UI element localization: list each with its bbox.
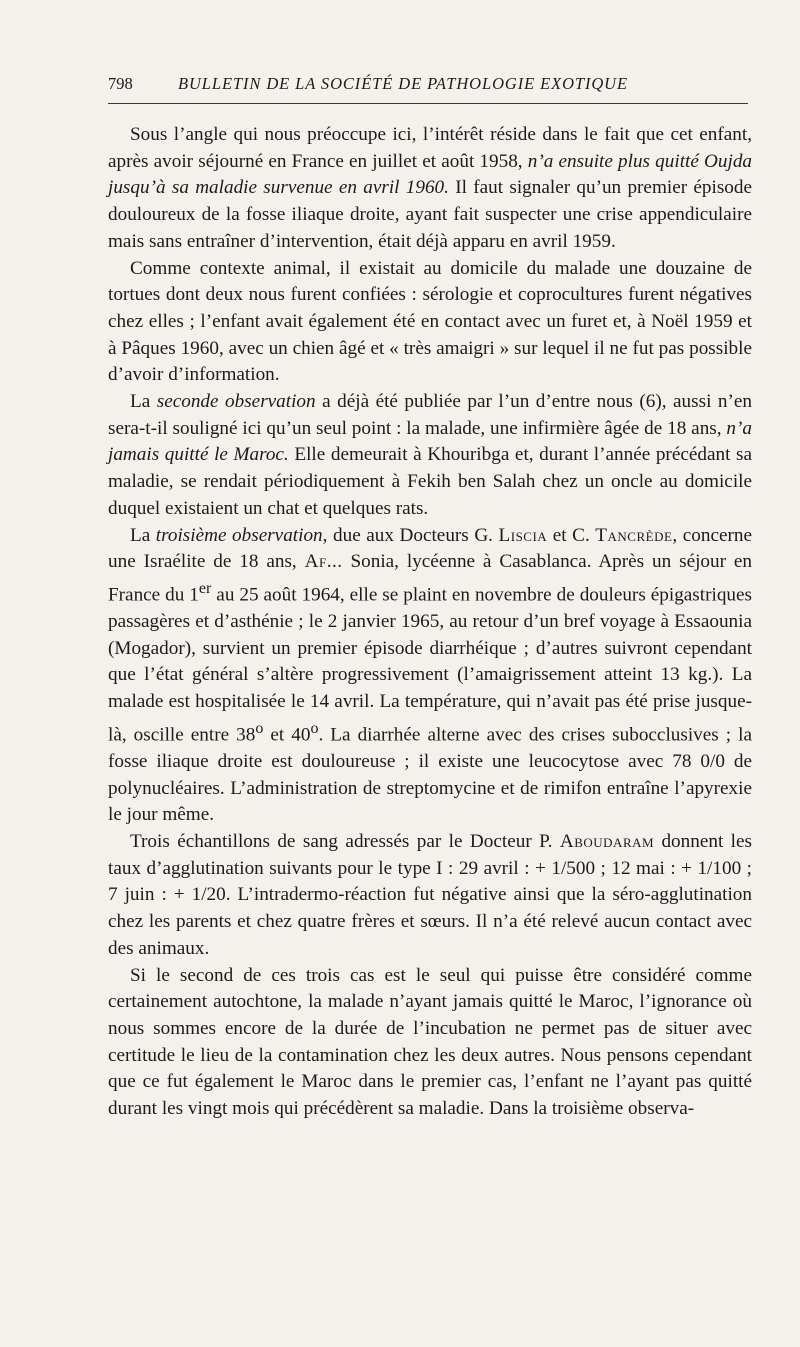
text-run: a déjà été publiée par l’un d’entre nous (6), aussi n’en sera-t-il souligné ici qu’un seul point : la malade, une infirmière âgée de 18 ans, bbox=[108, 391, 752, 439]
journal-title: BULLETIN DE LA SOCIÉTÉ DE PATHOLOGIE EXOTIQUE bbox=[178, 74, 628, 93]
patient-initials: Af... bbox=[304, 551, 343, 573]
header-rule bbox=[108, 103, 748, 104]
text-run: au 25 août 1964, elle se plaint en novembre de douleurs épigastriques passagères et d’asthénie ; le 2 janvier 1965, au retour d’un bref voyage à Essaounia (Mogador), survient un premier épisode diarrhéique ; d’autres suivront cependant que l’état général s’altère progressivement (l’amaigrissement atteint 13 kg.). La malade est hospitalisée le 14 avril. La température, qui n’avait pas été prise jusque-là, oscille entre 38 bbox=[108, 584, 752, 746]
text-run: et C. bbox=[547, 524, 596, 546]
text-run: Sous l’angle qui nous préoccupe ici, l’intérêt réside dans le fait que cet enfant, après avoir séjourné en France en juillet et août 1958, bbox=[108, 124, 752, 172]
text-run: Trois échantillons de sang adressés par le Docteur P. bbox=[130, 831, 560, 853]
emphasis: n’a jamais quitté le Maroc. bbox=[108, 417, 752, 466]
paragraph-2: Comme contexte animal, il existait au domicile du malade une douzaine de tortues dont deux nous furent confiées : sérologie et coprocultures furent négatives chez elles ; l’enfant avait également été en contact avec un furet et, à Noël 1959 et à Pâques 1960, avec un chien âgé et « très amaigri » sur lequel il ne fut pas possible d’avoir d’information. bbox=[108, 257, 752, 386]
text-run: , due aux Docteurs G. bbox=[322, 524, 499, 546]
text-run: Elle demeurait à Khouribga et, durant l’année précédant sa maladie, se rendait périodiquement à Fekih ben Salah chez un oncle au domicile duquel existaient un chat et quelques rats. bbox=[108, 444, 752, 519]
author-name: Aboudaram bbox=[559, 831, 655, 853]
degree-superscript: o bbox=[310, 719, 319, 737]
running-header bbox=[108, 74, 748, 94]
article-body bbox=[108, 122, 752, 1123]
text-run: , concerne une Israélite de 18 ans, bbox=[108, 524, 752, 573]
emphasis: seconde observation bbox=[156, 391, 316, 413]
degree-superscript: o bbox=[255, 719, 264, 737]
paragraph-5 bbox=[108, 829, 752, 963]
paragraph-1 bbox=[108, 122, 752, 256]
page-number: 798 bbox=[108, 74, 133, 93]
text-run: La bbox=[130, 391, 157, 413]
paragraph-6: Si le second de ces trois cas est le seul qui puisse être considéré comme certainement autochtone, la malade n’ayant jamais quitté le Maroc, l’ignorance où nous sommes encore de la durée de l’incubation ne permet pas de situer avec certitude le lieu de la contamination chez les deux autres. Nous pensons cependant que ce fut également le Maroc dans le premier cas, l’enfant ne l’ayant pas quitté durant les vingt mois qui précédèrent sa maladie. Dans la troisième observa- bbox=[108, 964, 752, 1120]
text-run: Sonia, lycéenne à Casablanca. Après un séjour en France du 1 bbox=[108, 551, 753, 606]
text-run: La bbox=[130, 524, 156, 546]
author-name: Liscia bbox=[498, 524, 548, 546]
ordinal-superscript: er bbox=[198, 579, 212, 597]
text-run: . La diarrhée alterne avec des crises subocclusives ; la fosse iliaque droite est douloureuse ; il existe une leucocytose avec 78 0/0 de polynucléaires. L’administration de streptomycine et de rimifon entraîne l’apyrexie le jour même. bbox=[108, 724, 752, 826]
text-run: donnent les taux d’agglutination suivants pour le type I : 29 avril : + 1/500 ; 12 mai : + 1/100 ; 7 juin : + 1/20. L’intradermo-réaction fut négative ainsi que la séro-agglutination chez les parents et chez quatre frères et sœurs. Il n’a été relevé aucun contact avec des animaux. bbox=[108, 831, 752, 959]
paragraph-3 bbox=[108, 389, 752, 523]
text-run: et 40 bbox=[263, 724, 311, 746]
paragraph-4 bbox=[108, 523, 752, 830]
emphasis: troisième observation bbox=[155, 524, 323, 546]
author-name: Tancrède bbox=[595, 524, 673, 546]
text-run: Il faut signaler qu’un premier épisode douloureux de la fosse iliaque droite, ayant fait suspecter une crise appendiculaire mais sans entraîner d’intervention, était déjà apparu en avril 1959. bbox=[108, 177, 752, 252]
emphasis: n’a ensuite plus quitté Oujda jusqu’à sa maladie survenue en avril 1960. bbox=[108, 150, 753, 199]
